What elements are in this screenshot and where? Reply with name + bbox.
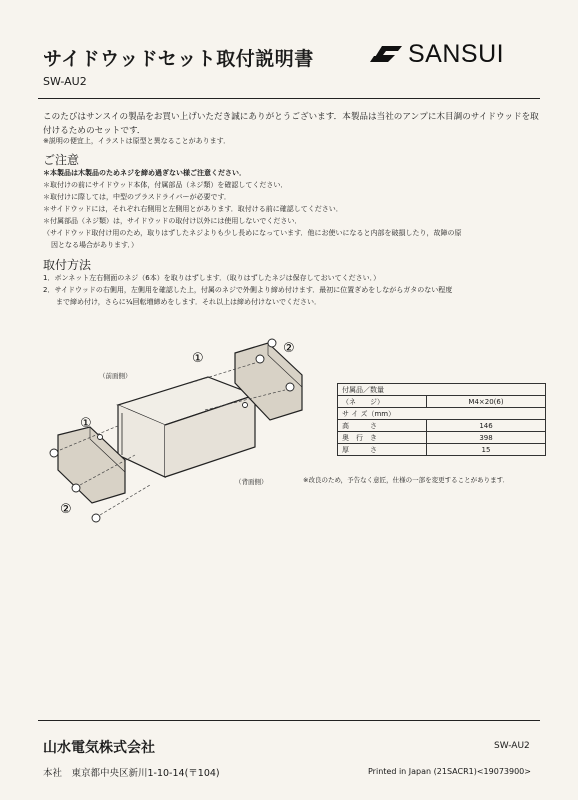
table-cell: （ネ ジ） — [338, 396, 427, 408]
caution-item: 因となる場合があります．） — [51, 241, 138, 249]
footer-model-number: SW-AU2 — [494, 741, 530, 751]
sansui-logo-icon — [368, 42, 404, 66]
footer-divider — [38, 720, 540, 721]
amplifier-cabinet — [118, 377, 255, 477]
step-item: 2．サイドウッドの右側用，左側用を確認した上，付属のネジで外側より締め付けます．最初に位置ぎめをしながらガタのない程度 — [43, 286, 453, 294]
table-row — [338, 408, 546, 420]
callout-1-left: ① — [80, 416, 92, 431]
caution-item: ＊サイドウッドには，それぞれ右側用と左側用とがあります．取付ける前に確認してください． — [43, 205, 343, 213]
caution-heading: ご注意 — [43, 153, 80, 167]
model-number: SW-AU2 — [43, 75, 87, 88]
side-wood-panel-left — [58, 427, 125, 503]
print-info: Printed in Japan (21SACR1)<19073900> — [368, 767, 531, 776]
callout-2-left: ② — [60, 502, 72, 517]
table-cell: M4×20(6) — [427, 396, 546, 408]
table-cell: 398 — [427, 432, 546, 444]
illustration-note: ※説明の便宜上，イラストは原型と異なることがあります． — [43, 137, 231, 145]
brand-name: SANSUI — [408, 40, 505, 68]
table-cell: 奥 行 き — [338, 432, 427, 444]
step-item: まで締め付け，さらに¼回転増締めをします．それ以上は締め付けないでください． — [56, 298, 321, 306]
caution-item: ＊本製品は木製品のためネジを締め過ぎない様ご注意ください． — [43, 169, 246, 177]
brand-logo — [368, 40, 543, 70]
table-row — [338, 432, 546, 444]
back-side-label: （背面側） — [235, 478, 268, 486]
table-row — [338, 420, 546, 432]
step-item: 1．ボンネット左右側面のネジ（6本）を取りはずします．（取りはずしたネジは保存しておいてください．） — [43, 274, 381, 282]
installation-steps — [43, 272, 540, 308]
table-row — [338, 444, 546, 456]
assembly-diagram — [40, 335, 310, 530]
table-header-row — [338, 384, 546, 396]
caution-item: ＊取付けに際しては，中型のプラスドライバーが必要です． — [43, 193, 231, 201]
caution-list — [43, 167, 540, 251]
caution-item: ＊付属部品（ネジ類）は，サイドウッドの取付け以外には使用しないでください． — [43, 217, 302, 225]
callout-1-top: ① — [192, 351, 204, 366]
table-cell: 厚 さ — [338, 444, 427, 456]
table-row — [338, 396, 546, 408]
head-office-address: 本社 東京都中央区新川1-10-14(〒104) — [43, 768, 220, 779]
parts-spec-table — [337, 383, 546, 456]
table-cell: サ イ ズ（mm） — [338, 408, 546, 420]
method-heading: 取付方法 — [43, 258, 92, 272]
header-divider — [38, 98, 540, 99]
front-side-label: （前面側） — [99, 372, 132, 380]
table-header: 付属品／数量 — [338, 384, 546, 396]
table-cell: 15 — [427, 444, 546, 456]
intro-text: このたびはサンスイの製品をお買い上げいただき誠にありがとうございます．本製品は当社のアンプに木目調のサイドウッドを取付けるためのセットです． — [43, 112, 539, 136]
company-name: 山水電気株式会社 — [43, 740, 155, 756]
callout-2-top: ② — [283, 341, 295, 356]
table-cell: 146 — [427, 420, 546, 432]
caution-item: （サイドウッド取付け用のため，取りはずしたネジよりも少し長めになっています．他にお使いになると内部を破損したり，故障の原 — [43, 229, 462, 237]
caution-item: ＊取付けの前にサイドウッド本体，付属部品（ネジ類）を確認してください． — [43, 181, 288, 189]
spec-change-note: ※改良のため，予告なく意匠，仕様の一部を変更することがあります． — [303, 476, 510, 484]
table-cell: 高 さ — [338, 420, 427, 432]
document-title: サイドウッドセット取付説明書 — [43, 48, 314, 70]
